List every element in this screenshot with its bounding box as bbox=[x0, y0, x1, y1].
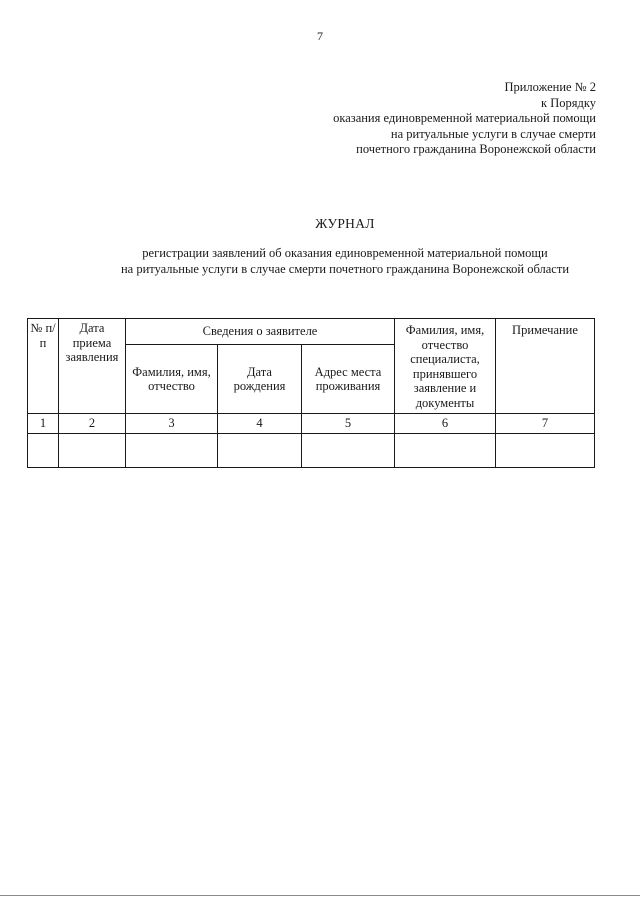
appendix-line: на ритуальные услуги в случае смерти bbox=[390, 126, 596, 141]
appendix-block bbox=[333, 80, 596, 158]
header-applicant-birth: Дата рождения bbox=[218, 345, 302, 414]
table-header-row bbox=[28, 319, 595, 345]
header-applicant-group: Сведения о заявителе bbox=[126, 319, 395, 345]
header-note: Примечание bbox=[496, 319, 595, 414]
column-number: 5 bbox=[302, 414, 395, 434]
column-number: 6 bbox=[395, 414, 496, 434]
table-cell bbox=[302, 434, 395, 468]
appendix-line: к Порядку bbox=[541, 95, 596, 110]
column-number: 3 bbox=[126, 414, 218, 434]
column-number: 2 bbox=[59, 414, 126, 434]
page-number: 7 bbox=[317, 29, 323, 43]
column-number-row bbox=[28, 414, 595, 434]
appendix-line: почетного гражданина Воронежской области bbox=[356, 142, 596, 157]
header-date: Дата приема заявления bbox=[59, 319, 126, 414]
header-applicant-name: Фамилия, имя, отчество bbox=[126, 345, 218, 414]
document-title: ЖУРНАЛ bbox=[315, 216, 375, 231]
table-cell bbox=[59, 434, 126, 468]
table-cell bbox=[395, 434, 496, 468]
header-specialist: Фамилия, имя, отчество специалиста, принявшего заявление и документы bbox=[395, 319, 496, 414]
table-cell bbox=[218, 434, 302, 468]
table-cell bbox=[126, 434, 218, 468]
table-row bbox=[28, 434, 595, 468]
page-bottom-rule bbox=[0, 895, 640, 896]
table-cell bbox=[28, 434, 59, 468]
header-applicant-address: Адрес места проживания bbox=[302, 345, 395, 414]
subtitle-line: регистрации заявлений об оказания единовременной материальной помощи bbox=[142, 246, 548, 260]
column-number: 7 bbox=[496, 414, 595, 434]
document-subtitle bbox=[0, 246, 640, 277]
column-number: 1 bbox=[28, 414, 59, 434]
column-number: 4 bbox=[218, 414, 302, 434]
header-number: № п/п bbox=[28, 319, 59, 414]
appendix-line: Приложение № 2 bbox=[504, 80, 596, 94]
appendix-line: оказания единовременной материальной помощи bbox=[333, 111, 596, 126]
subtitle-line: на ритуальные услуги в случае смерти почетного гражданина Воронежской области bbox=[120, 261, 570, 276]
table-cell bbox=[496, 434, 595, 468]
journal-table bbox=[27, 318, 595, 468]
